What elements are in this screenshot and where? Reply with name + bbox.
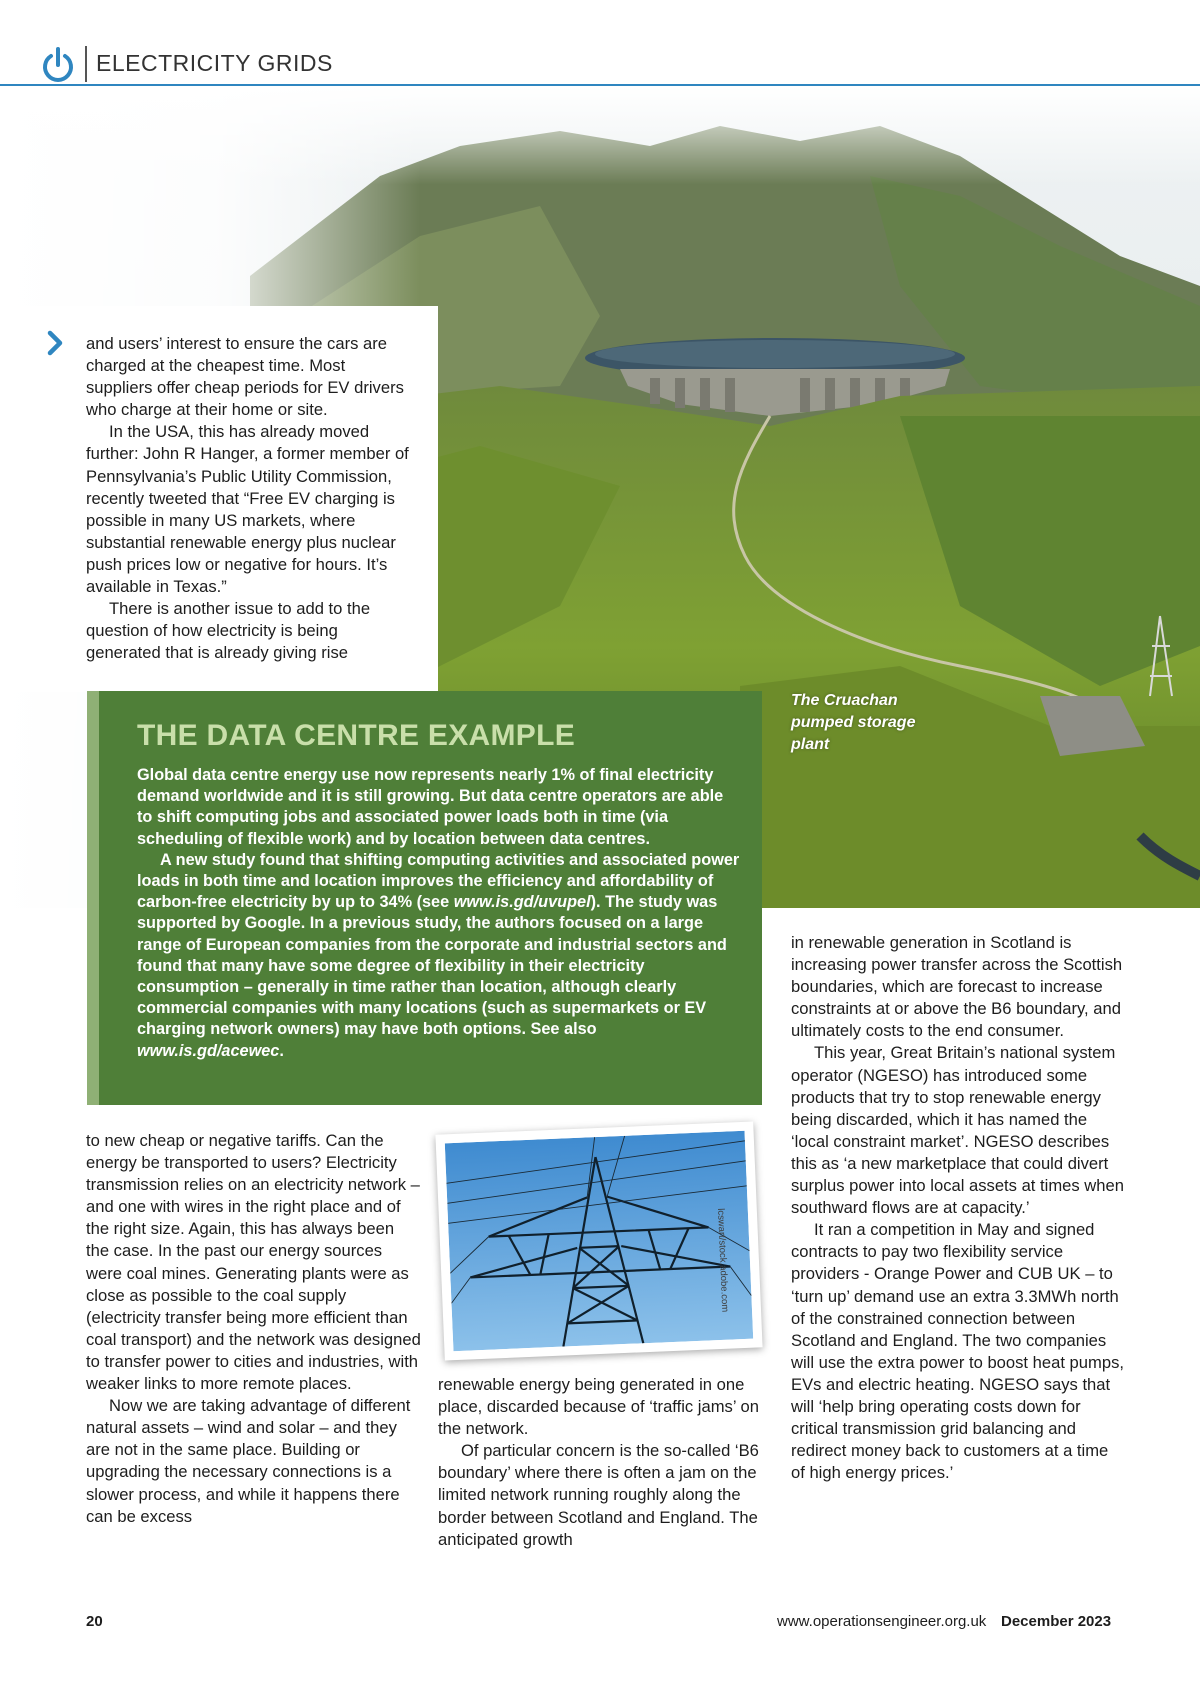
column-1-top-text — [86, 333, 416, 664]
study-link: www.is.gd/uvupel — [453, 893, 591, 912]
paragraph: to new cheap or negative tariffs. Can the energy be transported to users? Electricity transmission relies on an electricity network – and one with wires in the right place and of the right size. Again, this has always been the case. In the past our energy sources were coal mines. Generating plants were as close as possible to the coal supply (electricity transfer being more efficient than coal transport) and the network was designed to transfer power to cities and industries, with weaker links to more remote places. — [86, 1131, 421, 1394]
power-icon — [40, 44, 76, 84]
section-title: ELECTRICITY GRIDS — [96, 50, 333, 76]
photo-caption: The Cruachan pumped storage plant — [791, 692, 916, 753]
column-1-bottom-text — [86, 1130, 421, 1528]
paragraph: Now we are taking advantage of different natural assets – wind and solar – and they are not in the same place. Building or upgrading the necessary connections is a slower process, and while it happens there can be excess — [86, 1396, 411, 1526]
paragraph: It ran a competition in May and signed contracts to pay two flexibility service providers - Orange Power and CUB UK – to ‘turn up’ demand use an extra 3.3MWh north of the constrained connection between Scotland and England. The two companies will use the extra power to boost heat pumps, EVs and electric heating. NGESO says that will ‘help bring operating costs down for critical transmission grid balancing and redirect money back to customers at a time of high energy prices.’ — [791, 1220, 1124, 1483]
paragraph: and users’ interest to ensure the cars are charged at the cheapest time. Most suppliers offer cheap periods for EV drivers who charge at their home or site. — [86, 334, 404, 420]
box-text: A new study found that shifting computing activities and associated power loads in both time and location improves the efficiency and affordability of carbon-free electricity by up to 34% (see — [137, 850, 740, 912]
chevron-right-icon — [46, 330, 66, 356]
footer-date: December 2023 — [1001, 1613, 1112, 1630]
paragraph: Of particular concern is the so-called ‘B6 boundary’ where there is often a jam on the limited network running roughly along the border between Scotland and England. The anticipated growth — [438, 1441, 759, 1549]
paragraph: renewable energy being generated in one place, discarded because of ‘traffic jams’ on the network. — [438, 1375, 759, 1439]
paragraph: In the USA, this has already moved further: John R Hanger, a former member of Pennsylvania’s Public Utility Commission, recently tweeted that “Free EV charging is possible in many US markets, where substantial renewable energy plus nuclear push prices low or negative for hours. It’s available in Texas.” — [86, 422, 409, 597]
photo-credit: lcswart/stock.adobe.com — [715, 1208, 731, 1313]
box-title: THE DATA CENTRE EXAMPLE — [137, 719, 576, 752]
box-body — [137, 765, 742, 1062]
acewec-link: www.is.gd/acewec — [137, 1041, 280, 1060]
pylon-photo — [435, 1121, 762, 1360]
footer-url[interactable]: www.operationsengineer.org.uk — [777, 1613, 987, 1630]
header-divider — [85, 46, 87, 82]
page-number: 20 — [86, 1613, 103, 1630]
paragraph: There is another issue to add to the question of how electricity is being generated that is already giving rise — [86, 599, 371, 663]
box-text: ). The study was supported by Google. In a previous study, the authors focused on a large range of European companies from the corporate and industrial sectors and found that many have some degree of flexibility in their electricity consumption – generally in time rather than location, although clearly commercial companies with many locations (such as supermarkets or EV charging network owners) may have both options. See also — [137, 893, 727, 1039]
box-accent-bar — [87, 691, 99, 1105]
paragraph: This year, Great Britain’s national system operator (NGESO) has introduced some products that try to stop renewable energy being discarded, which it has named the ‘local constraint market’. NGESO describes this as ‘a new marketplace that could divert surplus power into local assets at times when southward flows are at capacity.’ — [791, 1043, 1124, 1218]
paragraph: in renewable generation in Scotland is increasing power transfer across the Scottish boundaries, which are forecast to increase constraints at or above the B6 boundary, and ultimately costs to the end consumer. — [791, 933, 1123, 1041]
data-centre-box — [87, 691, 762, 1105]
box-paragraph — [137, 850, 742, 1062]
column-2-bottom-text — [438, 1374, 773, 1551]
column-3-text — [791, 932, 1126, 1484]
box-paragraph: Global data centre energy use now represents nearly 1% of final electricity demand worldwide and it is still growing. But data centre operators are able to shift computing jobs and associated power loads both in time (via scheduling of flexible work) and by location between data centres. — [137, 766, 724, 848]
box-text: . — [279, 1041, 284, 1060]
